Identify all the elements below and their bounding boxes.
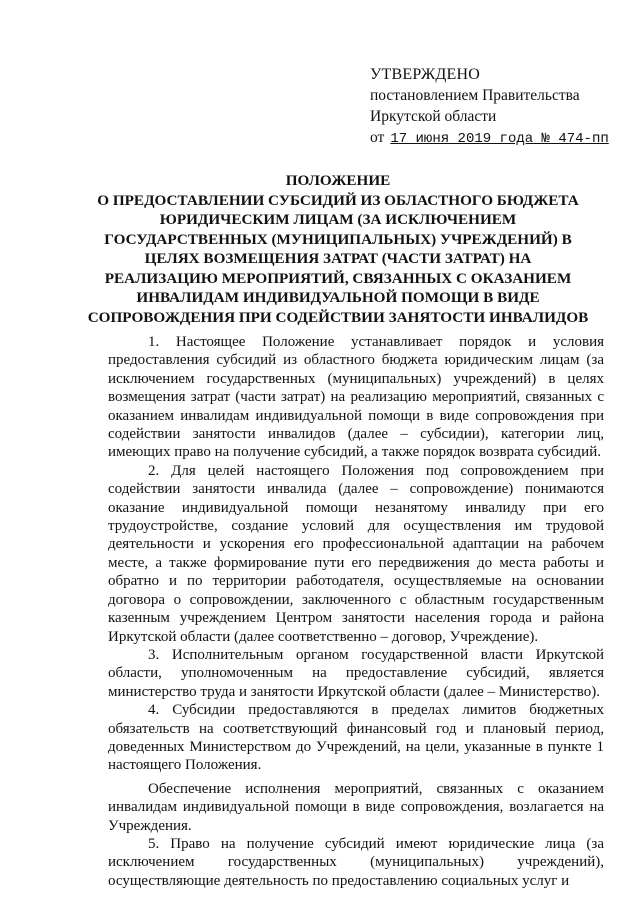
paragraph-5: 5. Право на получение субсидий имеют юридические лица (за исключением государственных (муниципальных) учреждений), осуществляющие деятельность по предоставлению социальных услуг и <box>108 835 604 889</box>
approval-date-value: 17 июня 2019 года № 474-пп <box>390 131 609 147</box>
title-line: ГОСУДАРСТВЕННЫХ (МУНИЦИПАЛЬНЫХ) УЧРЕЖДЕНИЙ) В <box>104 230 572 248</box>
document-body <box>108 333 604 890</box>
title-line: О ПРЕДОСТАВЛЕНИИ СУБСИДИЙ ИЗ ОБЛАСТНОГО БЮДЖЕТА <box>97 191 579 209</box>
title-line: ЦЕЛЯХ ВОЗМЕЩЕНИЯ ЗАТРАТ (ЧАСТИ ЗАТРАТ) НА <box>144 250 532 267</box>
title-line: РЕАЛИЗАЦИЮ МЕРОПРИЯТИЙ, СВЯЗАННЫХ С ОКАЗАНИЕМ <box>104 269 572 287</box>
title-line: ЮРИДИЧЕСКИМ ЛИЦАМ (ЗА ИСКЛЮЧЕНИЕМ <box>159 211 517 228</box>
paragraph-2: 2. Для целей настоящего Положения под сопровождением при содействии занятости инвалида (далее – сопровождение) понимаются оказание индивидуальной помощи незанятому инвалиду при его трудоустройстве, создание условий для осуществления им трудовой деятельности и ускорения его профессиональной адаптации на рабочем месте, а также формирование пути его передвижения до места работы и обратно и по территории работодателя, осуществляемые на основании договора о сопровождении, заключенного с областным государственным казенным учреждением Центром занятости населения города и района Иркутской области (далее соответственно – договор, Учреждение). <box>108 462 604 645</box>
paragraph-4-continued: Обеспечение исполнения мероприятий, связанных с оказанием инвалидам индивидуальной помощи в виде сопровождения, возлагается на Учреждения. <box>108 780 604 834</box>
paragraph-3: 3. Исполнительным органом государственной власти Иркутской области, уполномоченным на предоставление субсидий, является министерство труда и занятости Иркутской области (далее – Министерство). <box>108 646 604 700</box>
title-line: ИНВАЛИДАМ ИНДИВИДУАЛЬНОЙ ПОМОЩИ В ВИДЕ <box>136 289 540 306</box>
approval-date-prefix: от <box>370 129 385 146</box>
document-title <box>70 171 606 327</box>
approval-word: УТВЕРЖДЕНО <box>370 66 481 83</box>
paragraph-1: 1. Настоящее Положение устанавливает порядок и условия предоставления субсидий из областного бюджета юридическим лицам (за исключением государственных (муниципальных) учреждений) в целях возмещения затрат (части затрат) на реализацию мероприятий, связанных с оказанием инвалидам индивидуальной помощи в виде сопровождения при содействии занятости инвалидов (далее – субсидии), категории лиц, имеющих право на получение субсидий, а также порядок возврата субсидий. <box>108 334 604 461</box>
title-line: СОПРОВОЖДЕНИЯ ПРИ СОДЕЙСТВИИ ЗАНЯТОСТИ ИНВАЛИДОВ <box>87 308 589 326</box>
approval-stamp <box>370 64 620 150</box>
approval-region: Иркутской области <box>370 108 497 125</box>
approval-authority: постановлением Правительства <box>370 87 580 104</box>
title-line: ПОЛОЖЕНИЕ <box>285 172 391 189</box>
paragraph-4: 4. Субсидии предоставляются в пределах лимитов бюджетных обязательств на соответствующий финансовый год и плановый период, доведенных Министерством до Учреждений, на цели, указанные в пункте 1 настоящего Положения. <box>108 702 604 774</box>
approval-date-line <box>370 127 620 150</box>
